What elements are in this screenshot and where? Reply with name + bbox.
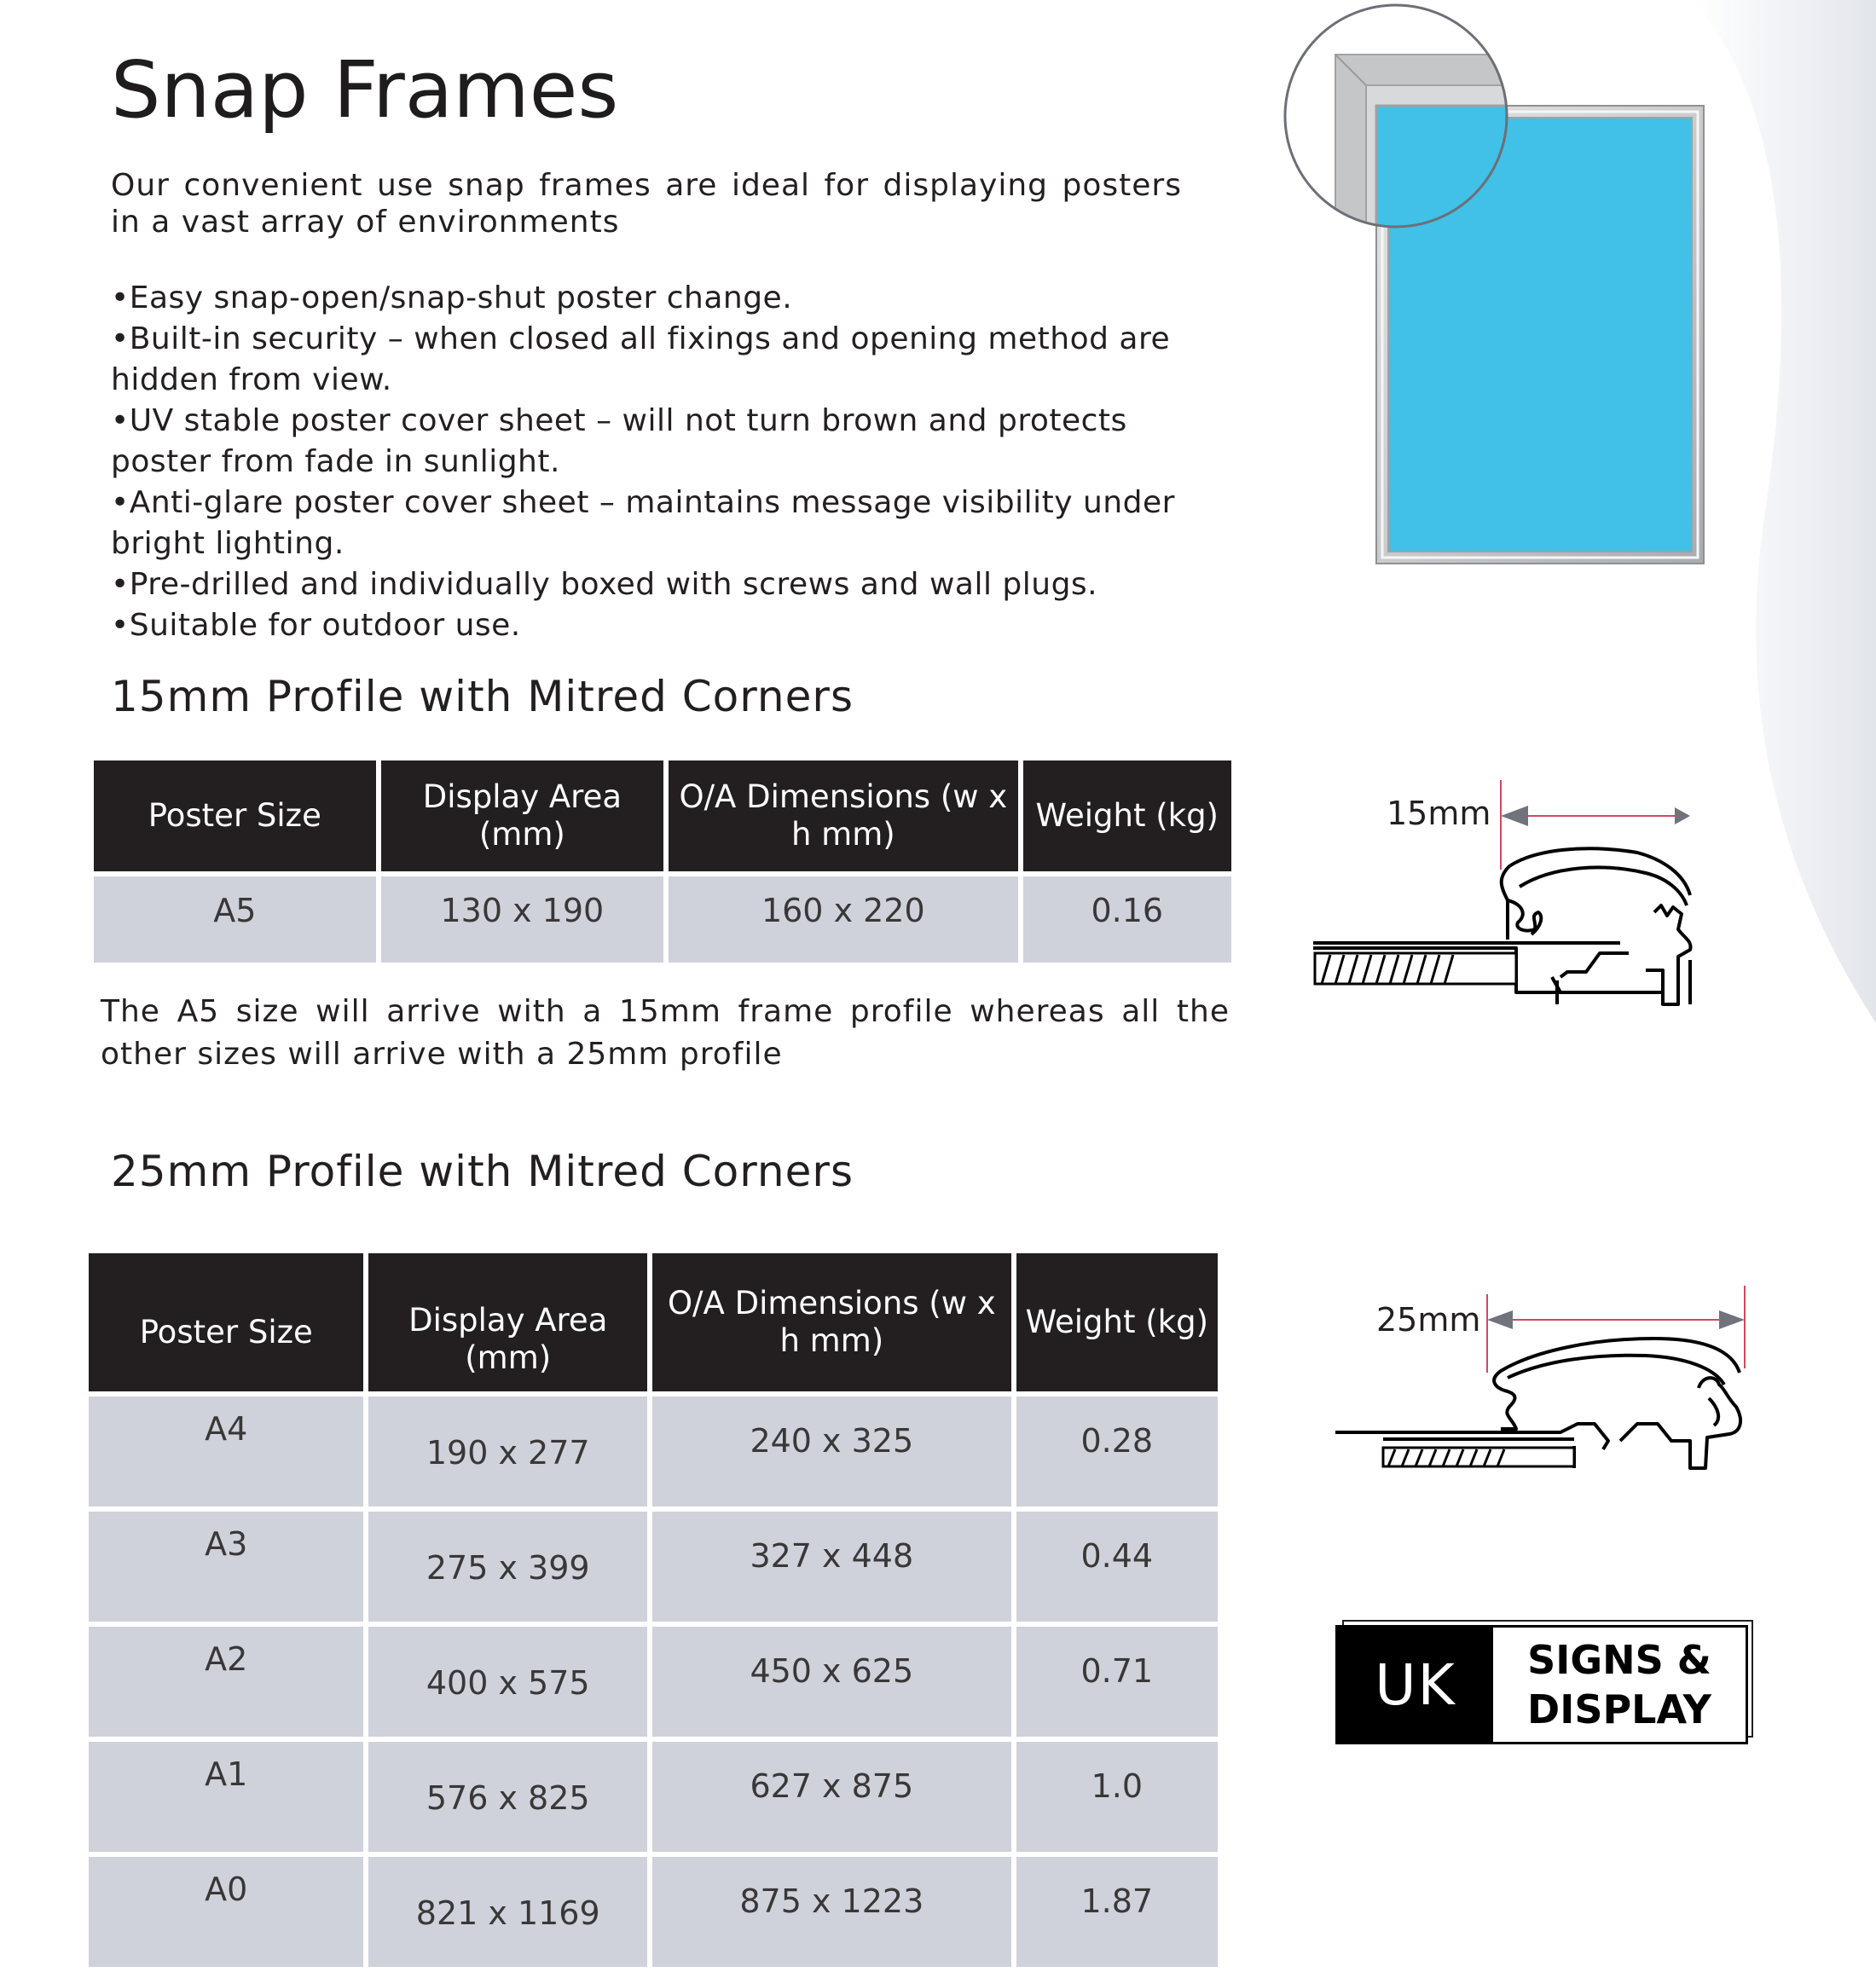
profile-25mm-diagram: [1322, 1279, 1748, 1492]
feature-item: •Easy snap-open/snap-shut poster change.: [111, 280, 793, 315]
column-header: Display Area (mm): [368, 1253, 647, 1391]
table-cell: 160 x 220: [669, 876, 1017, 963]
section-heading-25mm: 25mm Profile with Mitred Corners: [111, 1147, 854, 1196]
intro-text: Our convenient use snap frames are ideal for displaying posters in a vast array of environments: [111, 168, 1182, 240]
column-header: O/A Dimensions (w x h mm): [669, 760, 1017, 871]
column-header: Poster Size: [94, 760, 376, 871]
table-cell: 0.44: [1016, 1512, 1218, 1622]
column-header: Weight (kg): [1023, 760, 1231, 871]
logo-line-1: SIGNS &: [1527, 1637, 1711, 1683]
table-cell: 627 x 875: [652, 1742, 1011, 1852]
column-header: O/A Dimensions (w x h mm): [652, 1253, 1011, 1391]
table-cell: 821 x 1169: [368, 1857, 647, 1967]
table-cell: 190 x 277: [368, 1397, 647, 1506]
feature-item: •Built-in security – when closed all fixings and opening method are hidden from view.: [111, 321, 1171, 397]
section-heading-15mm: 15mm Profile with Mitred Corners: [111, 672, 854, 721]
table-cell: 275 x 399: [368, 1512, 647, 1622]
table-cell: A2: [89, 1627, 363, 1737]
table-row: [94, 876, 1231, 963]
logo-line-2: DISPLAY: [1527, 1686, 1711, 1732]
table-cell: 450 x 625: [652, 1627, 1011, 1737]
table-cell: 1.87: [1016, 1857, 1218, 1967]
dimension-label-25mm: 25mm: [1376, 1301, 1481, 1339]
table-cell: A4: [89, 1397, 363, 1506]
table-cell: 400 x 575: [368, 1627, 647, 1737]
table-cell: 576 x 825: [368, 1742, 647, 1852]
table-header-row: [89, 1253, 1218, 1391]
page-title: Snap Frames: [111, 44, 619, 136]
column-header: Weight (kg): [1016, 1253, 1218, 1391]
spec-table-15mm: [89, 755, 1236, 968]
table-cell: 0.28: [1016, 1397, 1218, 1506]
uk-signs-display-logo: [1335, 1625, 1746, 1741]
table-row: [89, 1512, 1218, 1622]
table-cell: A3: [89, 1512, 363, 1622]
feature-item: •UV stable poster cover sheet – will not turn brown and protects poster from fade in sunlight.: [111, 403, 1127, 479]
column-header: Display Area (mm): [381, 760, 663, 871]
profile-note: The A5 size will arrive with a 15mm frame profile whereas all the other sizes will arrive with a 25mm profile: [101, 994, 1230, 1072]
table-cell: 0.71: [1016, 1627, 1218, 1737]
table-cell: A0: [89, 1857, 363, 1967]
feature-item: •Anti-glare poster cover sheet – maintains message visibility under bright lighting.: [111, 485, 1175, 561]
logo-uk-text: UK: [1338, 1628, 1493, 1742]
profile-15mm-diagram: [1313, 776, 1705, 1015]
spec-table-25mm: [84, 1248, 1223, 1972]
table-header-row: [94, 760, 1231, 871]
column-header: Poster Size: [89, 1253, 363, 1391]
table-cell: 0.16: [1023, 876, 1231, 963]
table-row: [89, 1627, 1218, 1737]
snap-frame-illustration: [1279, 0, 1723, 588]
table-row: [89, 1742, 1218, 1852]
table-row: [89, 1397, 1218, 1506]
table-cell: 1.0: [1016, 1742, 1218, 1852]
dimension-label-15mm: 15mm: [1387, 795, 1491, 832]
table-cell: 130 x 190: [381, 876, 663, 963]
feature-list: [111, 278, 1219, 646]
table-cell: A5: [94, 876, 376, 963]
feature-item: •Suitable for outdoor use.: [111, 608, 521, 643]
feature-item: •Pre-drilled and individually boxed with screws and wall plugs.: [111, 567, 1098, 602]
table-cell: 875 x 1223: [652, 1857, 1011, 1967]
table-cell: 240 x 325: [652, 1397, 1011, 1506]
table-row: [89, 1857, 1218, 1967]
table-cell: 327 x 448: [652, 1512, 1011, 1622]
table-cell: A1: [89, 1742, 363, 1852]
